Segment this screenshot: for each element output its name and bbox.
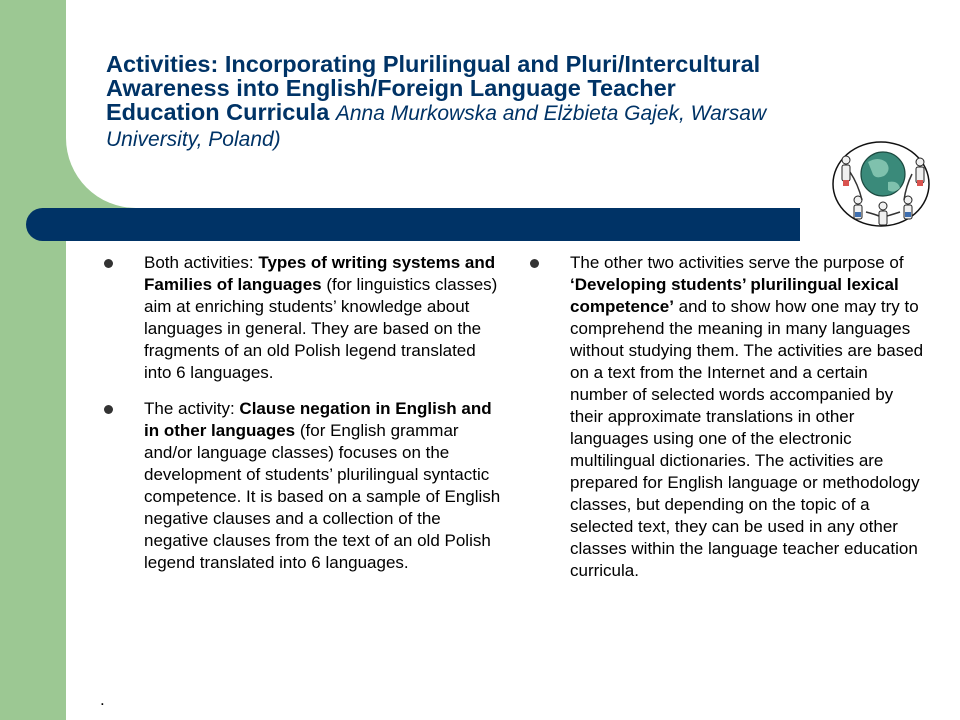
item-text: The activity:	[144, 399, 240, 418]
title-line-1: Activities: Incorporating Plurilingual and Pluri/Intercultural	[106, 51, 761, 77]
bullet-icon	[530, 259, 539, 268]
item-text: (for linguistics classes) aim at enriching students’ knowledge about languages in general. They are based on the fragments of an old Polish legend translated into 6 languages.	[144, 275, 498, 382]
item-text: and to show how one may try to comprehend the meaning in many languages without studying them. The activities are based on a text from the Internet and a certain number of selected words accompanied by their approximate translations in other languages using one of the electronic multilingual dictionaries. The activities are prepared for English language or methodology classes, but depending on the topic of a selected text, they can be used in any other classes within the language teacher education curricula.	[570, 297, 924, 580]
item-text: The other two activities serve the purpose of	[570, 253, 904, 272]
item-bold-text: Types of writing systems and Families of languages	[144, 253, 496, 294]
item-bold-text: Clause negation in English and in other languages	[144, 399, 492, 440]
item-text: Both activities:	[144, 253, 259, 272]
right-column	[530, 252, 930, 596]
bullet-icon	[104, 259, 113, 268]
bullet-icon	[104, 405, 113, 414]
title-authors: Anna Murkowska and Elżbieta Gajek, Warsaw University, Poland)	[106, 102, 767, 151]
item-bold-text: ‘Developing students’ plurilingual lexical competence’	[570, 275, 899, 316]
slide-title	[106, 52, 866, 152]
list-item	[104, 398, 504, 574]
list-item	[530, 252, 930, 582]
list-item	[104, 252, 504, 384]
globe-people-clipart-icon	[828, 140, 934, 230]
title-line-3: Education Curricula	[106, 99, 330, 125]
title-divider-bar	[26, 208, 800, 241]
left-column	[104, 252, 504, 588]
trailing-period: .	[100, 690, 105, 709]
title-line-2: Awareness into English/Foreign Language Teacher	[106, 75, 676, 101]
item-text: (for English grammar and/or language classes) focuses on the development of students’ plurilingual syntactic competence. It is based on a sample of English negative clauses and a collection of the negative clauses from the text of an old Polish legend translated into 6 languages.	[144, 421, 501, 572]
